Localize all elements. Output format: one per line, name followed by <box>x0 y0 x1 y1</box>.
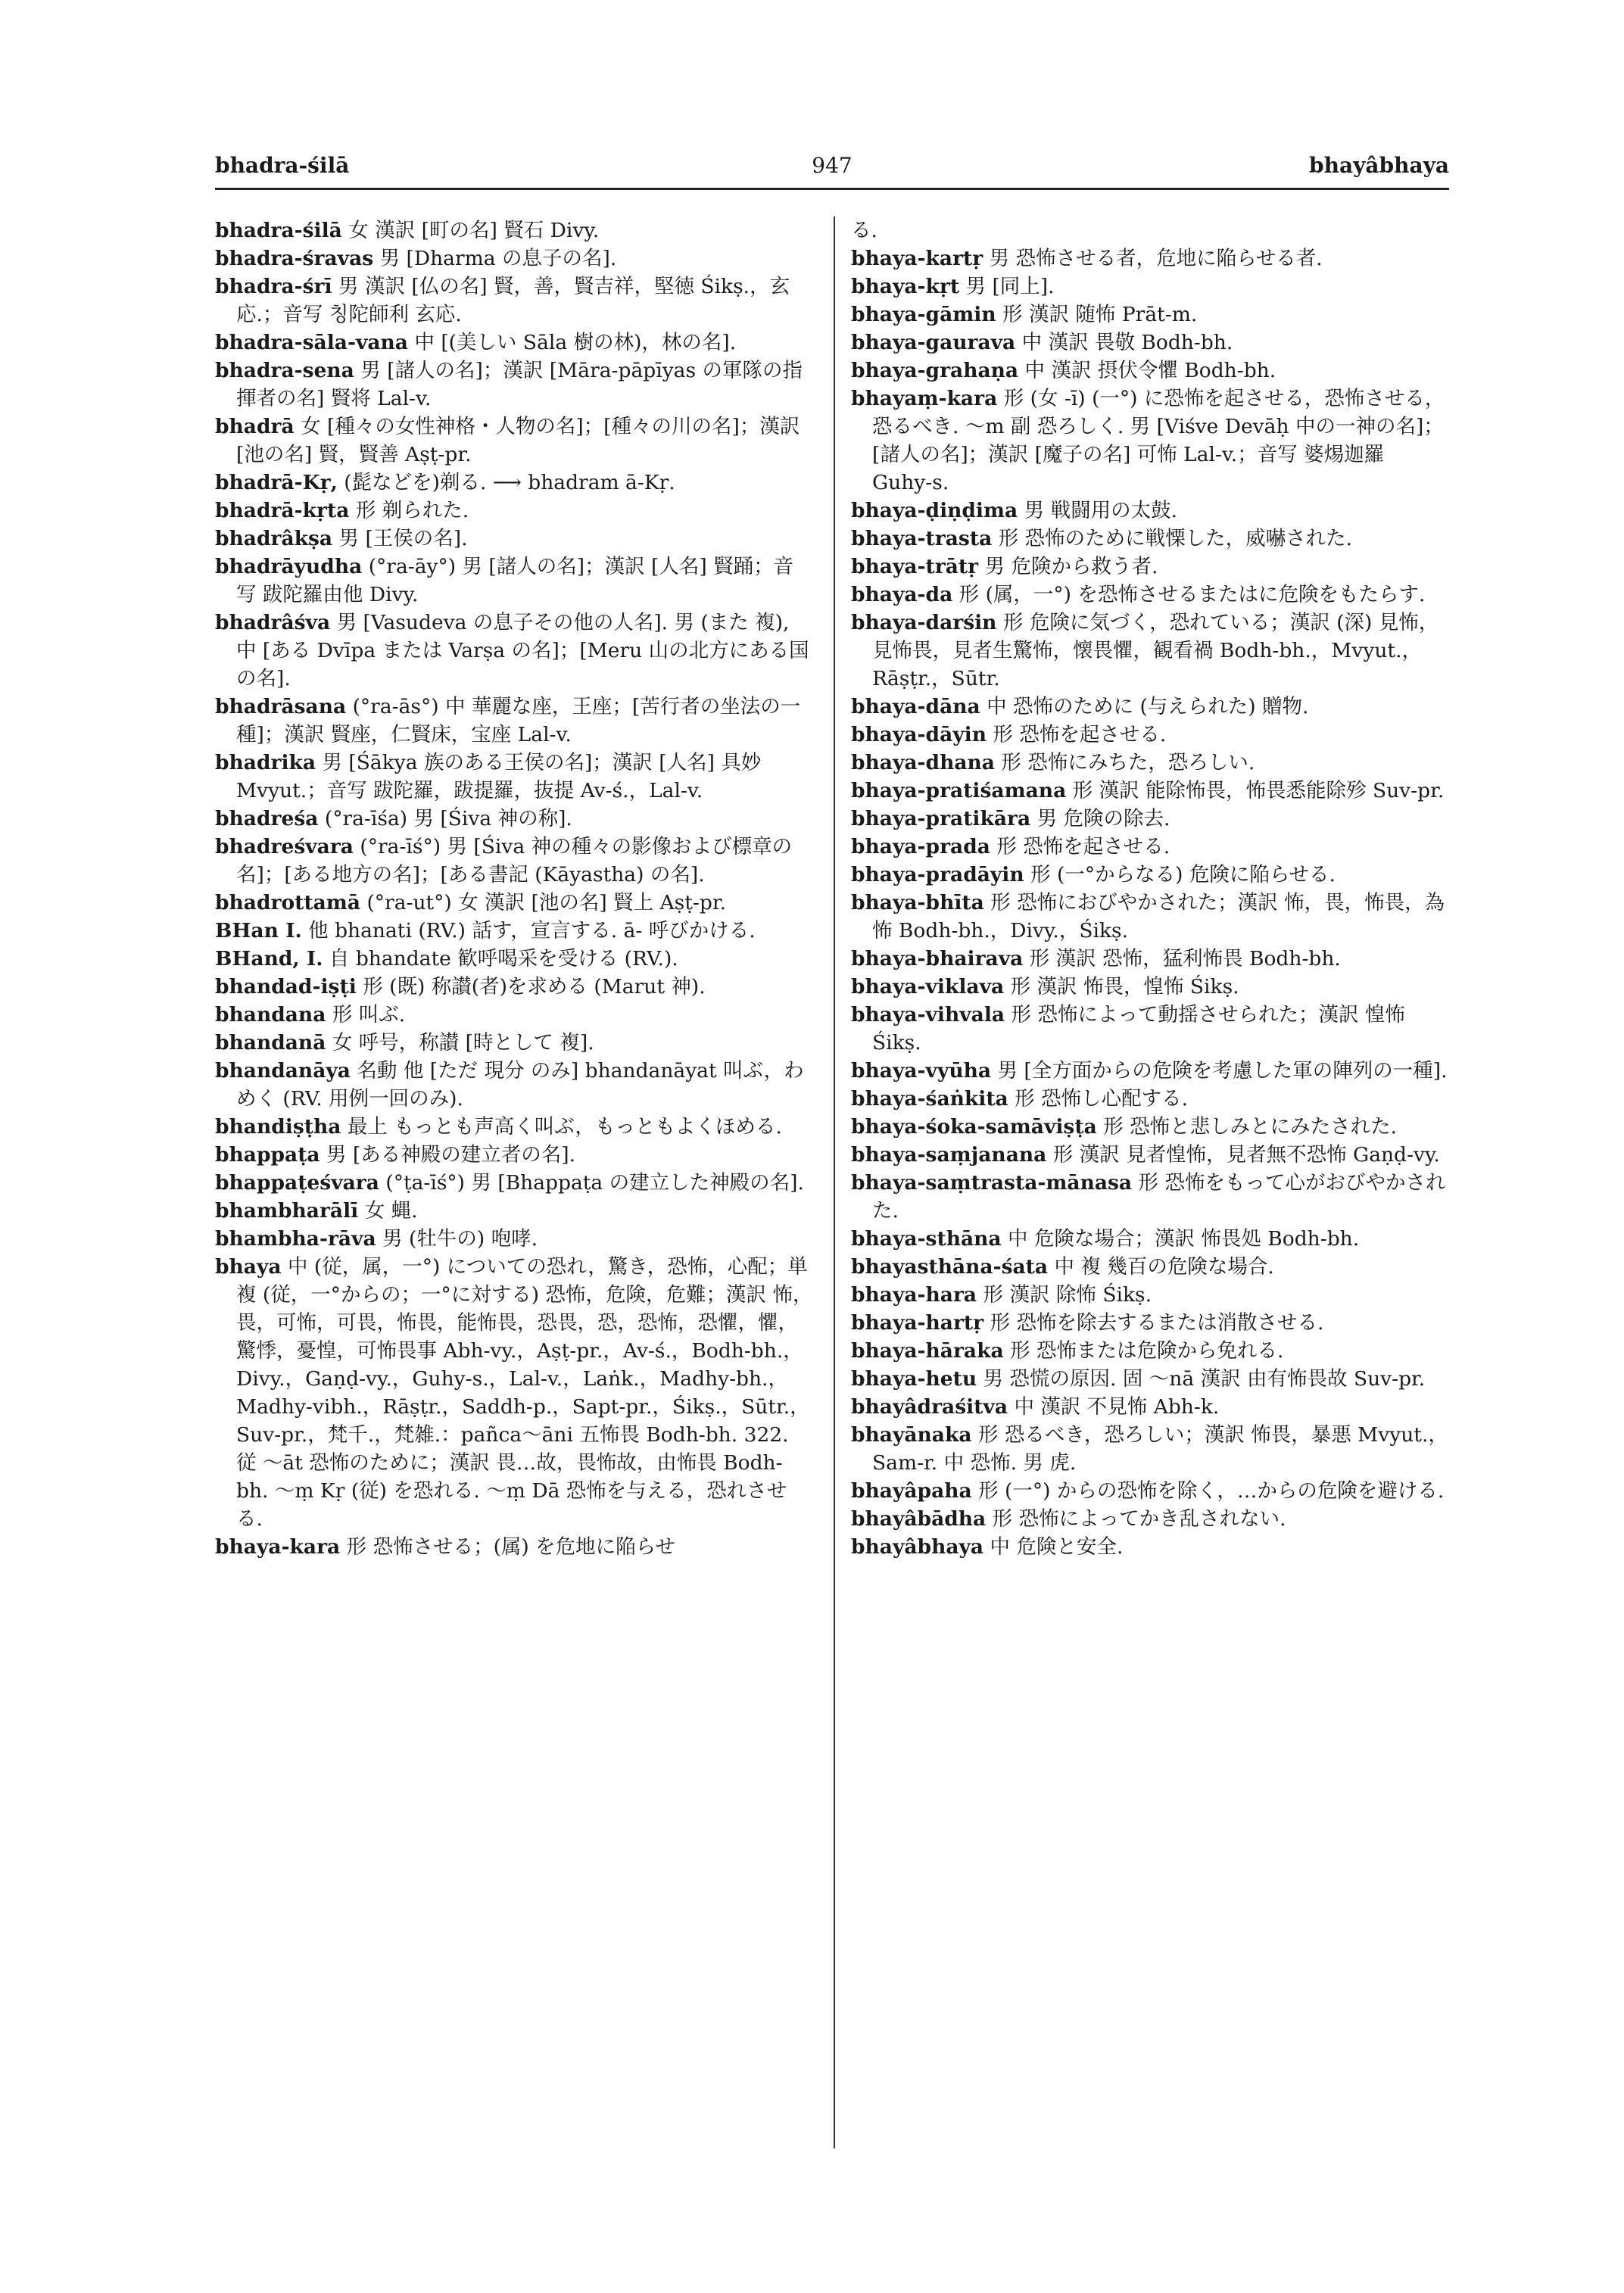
dictionary-entry <box>215 329 813 357</box>
entry-headword: bhaya-bhairava <box>851 947 1024 970</box>
entry-headword: bhaya-darśin <box>851 611 997 634</box>
entry-definition: (°ra-āy°) 男 [諸人の名]；漢訳 [人名] 賢踊；音写 跋陀羅由他 Divy. <box>236 555 794 606</box>
entry-headword: bhaya-hartṛ <box>851 1311 984 1335</box>
entry-headword: bhadrāsana <box>215 695 347 718</box>
entry-headword: bhaya <box>215 1255 282 1279</box>
entry-headword: bhaya-saṃtrasta-mānasa <box>851 1171 1133 1195</box>
entry-headword: bhaya-pratikāra <box>851 807 1031 830</box>
dictionary-entry <box>851 497 1449 525</box>
dictionary-entry <box>851 1253 1449 1281</box>
dictionary-entry <box>215 1113 813 1141</box>
dictionary-entry <box>851 749 1449 777</box>
entry-headword: BHan I. <box>215 919 302 942</box>
dictionary-entry <box>215 245 813 273</box>
entry-definition: 男 [全方面からの危険を考慮した軍の陣列の一種]. <box>997 1059 1448 1083</box>
entry-definition: 男 (牡牛の) 咆哮. <box>382 1227 538 1251</box>
entry-definition: 男 戦闘用の太鼓. <box>1024 499 1178 522</box>
entry-definition: 男 危険から救う者. <box>984 555 1158 578</box>
dictionary-entry <box>215 749 813 805</box>
entry-definition: 中 [(美しい Sāla 樹の林)，林の名]. <box>414 331 737 354</box>
entry-definition: 形 (女 -ī) (一°) に恐怖を起させる，恐怖させる，恐るべき. ～m 副 恐ろしく. 男 [Viśve Devāḥ 中の一神の名]；[諸人の名]；漢訳 [魔子の名] 可怖 Lal-v.；音写 婆焬迦羅 Guhy-s. <box>872 387 1445 494</box>
entry-headword: bhaya-viklava <box>851 975 1005 999</box>
entry-headword: bhaya-śoka-samāviṣṭa <box>851 1115 1097 1139</box>
dictionary-entry <box>851 1169 1449 1225</box>
entry-headword: bhadra-śravas <box>215 247 374 270</box>
entry-definition: 中 複 幾百の危険な場合. <box>1054 1255 1274 1279</box>
entry-headword: bhadrika <box>215 751 316 774</box>
entry-definition: (°ra-ās°) 中 華麗な座，王座；[苦行者の坐法の一種]；漢訳 賢座，仁賢床，宝座 Lal-v. <box>236 695 801 746</box>
entry-definition: 形 恐怖によってかき乱されない. <box>992 1507 1286 1531</box>
dictionary-entry <box>851 329 1449 357</box>
entry-headword: bhaya-kartṛ <box>851 247 983 270</box>
entry-headword: bhaya-dāna <box>851 695 980 718</box>
entry-headword: bhaya-ḍiṇḍima <box>851 499 1018 522</box>
dictionary-entry <box>215 945 813 973</box>
entry-definition: 形 恐怖を起させる. <box>996 835 1170 858</box>
entry-headword: bhaya-hara <box>851 1283 977 1307</box>
dictionary-entry <box>851 245 1449 273</box>
dictionary-entry <box>215 917 813 945</box>
left-guide-word: bhadra-śilā <box>215 153 350 178</box>
dictionary-entry <box>851 1337 1449 1365</box>
dictionary-entry <box>851 889 1449 945</box>
dictionary-entry <box>215 805 813 833</box>
entry-definition: 中 (従，属，一°) についての恐れ，驚き，恐怖，心配；単 複 (従，一°からの；一°に対する) 恐怖，危険，危難；漢訳 怖，畏，可怖，可畏，怖畏，能怖畏，恐畏，恐，恐怖，恐懼，懼，驚悸，憂惶，可怖畏事 Abh-vy.，Aṣṭ-pr.，Av-ś.，Bodh-bh.，Divy.，Gaṇḍ-vy.，Guhy-s.，Lal-v.，Laṅk.，Madhy-bh.，Madhy-vibh.，Rāṣṭr.，Saddh-p.，Sapt-pr.，Śikṣ.，Sūtr.，Suv-pr.，梵千.，梵雑.：pañca～āni 五怖畏 Bodh-bh. 322. 従 ～āt 恐怖のために；漢訳 畏…故，畏怖故，由怖畏 Bodh-bh. ～ṃ Kṛ (従) を恐れる. ～ṃ Dā 恐怖を与える，恐れさせる. <box>236 1255 813 1531</box>
entry-definition: 形 漢訳 怖畏，惶怖 Śikṣ. <box>1010 975 1239 999</box>
entry-headword: bhaya-trātṛ <box>851 555 979 578</box>
entry-definition: 形 (既) 称讃(者)を求める (Marut 神). <box>363 975 706 999</box>
entry-definition: 男 [王侯の名]. <box>338 527 468 550</box>
entry-definition: 形 漢訳 除怖 Śikṣ. <box>983 1283 1152 1307</box>
entry-headword: bhayâbādha <box>851 1507 987 1531</box>
entry-headword: bhaya-gāmin <box>851 303 996 326</box>
entry-definition: 形 (一°) からの恐怖を除く，…からの危険を避ける. <box>978 1479 1445 1503</box>
entry-definition: 中 恐怖のために (与えられた) 贈物. <box>987 695 1309 718</box>
entry-definition: 男 [Vasudeva の息子その他の人名]. 男 (また 複), 中 [ある Dvīpa または Varṣa の名]；[Meru 山の北方にある国の名]. <box>236 611 809 690</box>
entry-definition: 形 恐怖におびやかされた；漢訳 怖，畏，怖畏，為怖 Bodh-bh.，Divy.，Śikṣ. <box>872 891 1445 942</box>
dictionary-entry <box>851 553 1449 581</box>
entry-headword: bhandiṣṭha <box>215 1115 341 1139</box>
entry-definition: 他 bhanati (RV.) 話す，宣言する. ā- 呼びかける. <box>308 919 756 942</box>
entry-headword: bhambha-rāva <box>215 1227 376 1251</box>
entry-definition: 形 恐怖を起させる. <box>993 723 1167 746</box>
dictionary-entry <box>851 693 1449 721</box>
entry-headword: bhayaṃ-kara <box>851 387 998 410</box>
entry-definition: 形 恐怖にみちた，恐ろしい. <box>1001 751 1255 774</box>
entry-headword: bhandanāya <box>215 1059 351 1083</box>
entry-definition: 男 漢訳 [仏の名] 賢，善，賢吉祥，堅徳 Śikṣ.，玄応.；音写 칭陀師利 玄応. <box>236 275 790 326</box>
entry-headword: bhaya-bhīta <box>851 891 984 914</box>
entry-definition: (°ra-īśa) 男 [Śiva 神の称]. <box>324 807 572 830</box>
entry-definition: (°ra-īś°) 男 [Śiva 神の種々の影像および標章の名]；[ある地方の名]；[ある書記 (Kāyastha) の名]. <box>236 835 793 886</box>
entry-definition: 形 漢訳 能除怖畏，怖畏悉能除殄 Suv-pr. <box>1072 779 1445 802</box>
entry-definition: 中 漢訳 畏敬 Bodh-bh. <box>1021 331 1233 354</box>
dictionary-entry <box>851 217 1449 245</box>
right-column <box>851 217 1449 1561</box>
entry-definition: (°ra-ut°) 女 漢訳 [池の名] 賢上 Aṣṭ-pr. <box>366 891 727 914</box>
entry-definition: 形 漢訳 随怖 Prāt-m. <box>1002 303 1198 326</box>
dictionary-entry <box>215 357 813 413</box>
dictionary-entry <box>851 1533 1449 1561</box>
entry-headword: bhappaṭa <box>215 1143 320 1167</box>
entry-definition: 女 漢訳 [町の名] 賢石 Divy. <box>348 219 600 242</box>
entry-definition: 男 恐慌の原因. 固 ～nā 漢訳 由有怖畏故 Suv-pr. <box>983 1367 1426 1391</box>
entry-definition: 中 漢訳 不見怖 Abh-k. <box>1014 1395 1220 1419</box>
entry-headword: bhaya-vihvala <box>851 1003 1005 1027</box>
entry-definition: 形 恐怖のために戦慄した，威嚇された. <box>998 527 1353 550</box>
dictionary-entry <box>215 553 813 609</box>
entry-definition: 自 bhandate 歓呼喝采を受ける (RV.). <box>329 947 678 970</box>
entry-headword: bhaya-da <box>851 583 953 606</box>
dictionary-entry <box>851 1141 1449 1169</box>
entry-definition: 女 呼号，称讃 [時として 複]. <box>332 1031 594 1055</box>
entry-headword: bhadrā <box>215 415 295 438</box>
dictionary-entry <box>851 1225 1449 1253</box>
entry-headword: BHand, I. <box>215 947 323 970</box>
entry-headword: bhadra-sena <box>215 359 354 382</box>
entry-headword: bhayâbhaya <box>851 1535 984 1559</box>
entry-definition: 形 漢訳 恐怖，猛利怖畏 Bodh-bh. <box>1029 947 1341 970</box>
entry-headword: bhaya-śaṅkita <box>851 1087 1008 1111</box>
dictionary-entry <box>851 945 1449 973</box>
entry-headword: bhandana <box>215 1003 326 1027</box>
dictionary-entry <box>215 1225 813 1253</box>
dictionary-entry <box>215 497 813 525</box>
dictionary-entry <box>851 1477 1449 1505</box>
entry-definition: 形 剃られた. <box>355 499 469 522</box>
entry-headword: bhadra-sāla-vana <box>215 331 408 354</box>
dictionary-entry <box>215 525 813 553</box>
entry-headword: bhadrā-Kṛ, <box>215 471 338 494</box>
entry-definition: 形 恐るべき，恐ろしい；漢訳 怖畏，暴悪 Mvyut.，Sam-r. 中 恐怖. 男 虎. <box>872 1423 1448 1475</box>
entry-definition: 中 危険な場合；漢訳 怖畏処 Bodh-bh. <box>1008 1227 1360 1251</box>
dictionary-entry <box>851 357 1449 385</box>
entry-definition: 形 叫ぶ. <box>332 1003 406 1027</box>
header-rule <box>215 188 1449 190</box>
entry-headword: bhaya-hāraka <box>851 1339 1004 1363</box>
dictionary-entry <box>215 1253 813 1533</box>
entry-definition: 中 危険と安全. <box>990 1535 1124 1559</box>
dictionary-entry <box>215 217 813 245</box>
entry-headword: bhayānaka <box>851 1423 972 1447</box>
entry-headword: bhaya-saṃjanana <box>851 1143 1047 1167</box>
entry-definition: 男 恐怖させる者，危地に陥らせる者. <box>989 247 1323 270</box>
dictionary-entry <box>215 609 813 693</box>
dictionary-entry <box>215 1141 813 1169</box>
entry-headword: bhaya-gaurava <box>851 331 1016 354</box>
entry-definition: 形 恐怖をもって心がおびやかされた. <box>872 1171 1446 1223</box>
entry-definition: 男 [諸人の名]；漢訳 [Māra-pāpīyas の軍隊の指揮者の名] 賢将 Lal-v. <box>236 359 803 410</box>
dictionary-entry <box>215 889 813 917</box>
left-column <box>215 217 813 1561</box>
dictionary-entry <box>851 805 1449 833</box>
dictionary-entry <box>215 273 813 329</box>
dictionary-entry <box>851 1001 1449 1057</box>
entry-headword: bhadrā-kṛta <box>215 499 350 522</box>
entry-definition: 男 危険の除去. <box>1036 807 1170 830</box>
dictionary-entry <box>851 777 1449 805</box>
entry-headword: bhaya-prada <box>851 835 990 858</box>
entry-headword: bhandad-iṣṭi <box>215 975 357 999</box>
dictionary-entry <box>851 273 1449 301</box>
entry-headword: bhaya-pratiśamana <box>851 779 1067 802</box>
entry-definition: 中 漢訳 摂伏令懼 Bodh-bh. <box>1024 359 1276 382</box>
entry-headword: bhaya-kara <box>215 1535 341 1559</box>
right-guide-word: bhayâbhaya <box>1309 153 1449 178</box>
entry-definition: 形 危険に気づく，恐れている；漢訳 (深) 見怖，見怖畏，見者生驚怖，懐畏懼，観看禍 Bodh-bh.，Mvyut.，Rāṣṭr.，Sūtr. <box>872 611 1439 690</box>
entry-headword: bhayâpaha <box>851 1479 972 1503</box>
dictionary-entry <box>215 469 813 497</box>
dictionary-entry <box>215 833 813 889</box>
entry-headword: bhappaṭeśvara <box>215 1171 379 1195</box>
entry-headword: bhayasthāna-śata <box>851 1255 1049 1279</box>
entry-definition: 名動 他 [ただ 現分 のみ] bhandanāyat 叫ぶ，わめく (RV. 用例一回のみ). <box>236 1059 804 1111</box>
entry-definition: 女 蝿. <box>364 1199 418 1223</box>
dictionary-entry <box>851 1393 1449 1421</box>
dictionary-entry <box>851 1505 1449 1533</box>
dictionary-entry <box>215 1533 813 1561</box>
dictionary-entry <box>215 1029 813 1057</box>
dictionary-entry <box>215 973 813 1001</box>
entry-definition: 男 [Śākya 族のある王侯の名]；漢訳 [人名] 具妙 Mvyut.；音写 跋陀羅，跋提羅，抜提 Av-ś.，Lal-v. <box>236 751 762 802</box>
dictionary-entry <box>851 1281 1449 1309</box>
entry-definition: 男 [同上]. <box>965 275 1055 298</box>
dictionary-entry <box>851 973 1449 1001</box>
dictionary-entry <box>851 1085 1449 1113</box>
entry-definition: 形 (一°からなる) 危険に陥らせる. <box>1030 863 1336 886</box>
dictionary-entry <box>851 581 1449 609</box>
entry-headword: bhaya-pradāyin <box>851 863 1024 886</box>
dictionary-entry <box>851 721 1449 749</box>
entry-headword: bhaya-hetu <box>851 1367 977 1391</box>
entry-definition: 形 恐怖させる；(属) を危地に陥らせ <box>346 1535 675 1559</box>
page-header <box>215 148 1449 194</box>
entry-definition: 形 恐怖し心配する. <box>1015 1087 1189 1111</box>
dictionary-entry <box>851 1365 1449 1393</box>
entry-definition: 最上 もっとも声高く叫ぶ，もっともよくほめる. <box>347 1115 782 1139</box>
entry-definition: 形 恐怖または危険から免れる. <box>1010 1339 1284 1363</box>
dictionary-entry <box>851 833 1449 861</box>
entry-headword: bhadreśvara <box>215 835 354 858</box>
dictionary-entry <box>215 1057 813 1113</box>
dictionary-entry <box>851 609 1449 693</box>
entry-definition: 女 [種々の女性神格・人物の名]；[種々の川の名]；漢訳 [池の名] 賢，賢善 Aṣṭ-pr. <box>236 415 800 466</box>
dictionary-entry <box>215 413 813 469</box>
dictionary-entry <box>851 385 1449 497</box>
entry-headword: bhadrottamā <box>215 891 360 914</box>
entry-headword: bhaya-grahaṇa <box>851 359 1019 382</box>
entry-headword: bhaya-trasta <box>851 527 993 550</box>
entry-definition: 男 [Dharma の息子の名]. <box>379 247 617 270</box>
entry-definition: (°ṭa-īś°) 男 [Bhappaṭa の建立した神殿の名]. <box>385 1171 804 1195</box>
entry-headword: bhaya-dhana <box>851 751 995 774</box>
entry-headword: bhandanā <box>215 1031 326 1055</box>
dictionary-entry <box>851 861 1449 889</box>
entry-definition: 形 漢訳 見者惶怖，見者無不恐怖 Gaṇḍ-vy. <box>1052 1143 1440 1167</box>
entry-headword: bhaya-sthāna <box>851 1227 1002 1251</box>
entry-definition: る. <box>851 219 877 242</box>
entry-headword: bhaya-dāyin <box>851 723 987 746</box>
entry-headword: bhambharālī <box>215 1199 359 1223</box>
dictionary-entry <box>851 525 1449 553</box>
page-number: 947 <box>812 153 853 178</box>
entry-headword: bhadrâśva <box>215 611 331 634</box>
dictionary-entry <box>851 1421 1449 1477</box>
entry-definition: 男 [ある神殿の建立者の名]. <box>326 1143 576 1167</box>
entry-headword: bhadrāyudha <box>215 555 363 578</box>
entry-headword: bhadreśa <box>215 807 319 830</box>
dictionary-entry <box>215 693 813 749</box>
dictionary-entry <box>215 1197 813 1225</box>
entry-definition: 形 恐怖を除去するまたは消散させる. <box>990 1311 1324 1335</box>
dictionary-entry <box>851 1113 1449 1141</box>
entry-headword: bhadrâkṣa <box>215 527 333 550</box>
column-divider <box>834 217 835 2148</box>
entry-definition: (髭などを)剃る. ⟶ bhadram ā-Kṛ. <box>344 471 675 494</box>
dictionary-entry <box>851 301 1449 329</box>
entry-headword: bhadra-śilā <box>215 219 342 242</box>
entry-definition: 形 (属，一°) を恐怖させるまたはに危険をもたらす. <box>959 583 1426 606</box>
dictionary-entry <box>851 1057 1449 1085</box>
entry-definition: 形 恐怖によって動揺させられた；漢訳 惶怖 Śikṣ. <box>872 1003 1405 1055</box>
entry-headword: bhaya-kṛt <box>851 275 960 298</box>
entry-definition: 形 恐怖と悲しみとにみたされた. <box>1103 1115 1398 1139</box>
dictionary-entry <box>851 1309 1449 1337</box>
dictionary-entry <box>215 1169 813 1197</box>
dictionary-entry <box>215 1001 813 1029</box>
entry-headword: bhadra-śrī <box>215 275 332 298</box>
entry-headword: bhayâdraśitva <box>851 1395 1008 1419</box>
entry-headword: bhaya-vyūha <box>851 1059 992 1083</box>
